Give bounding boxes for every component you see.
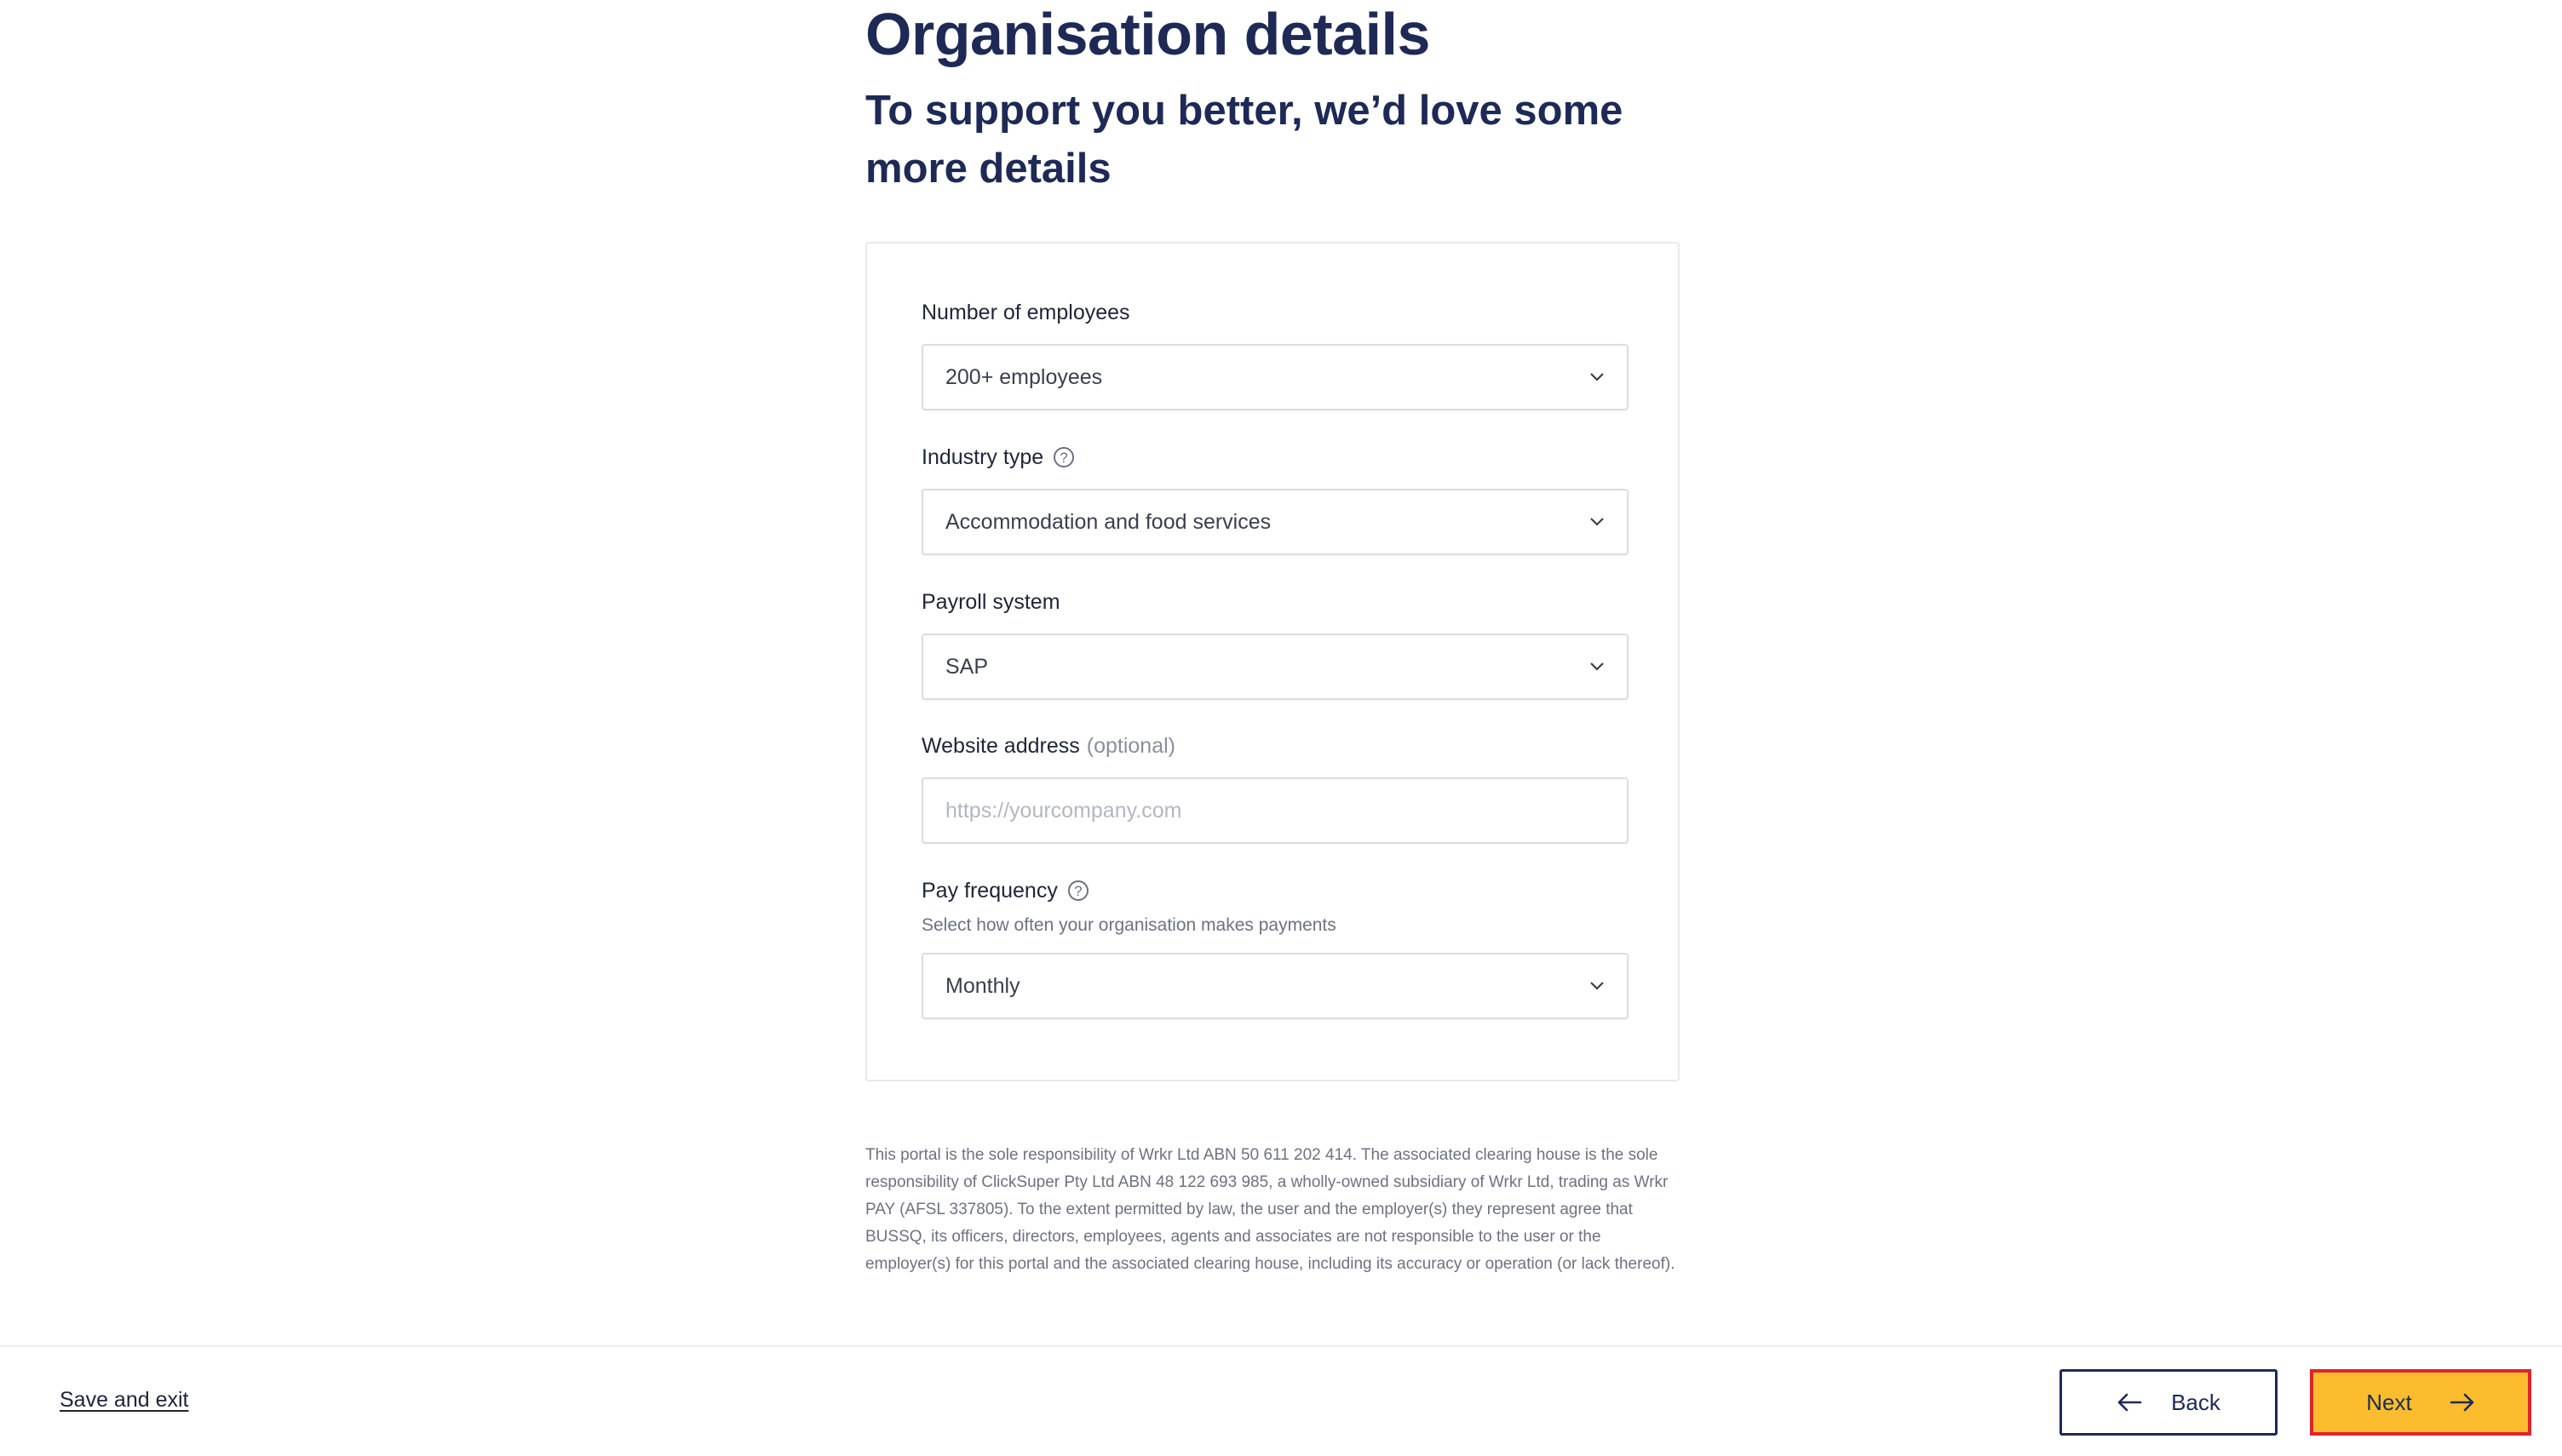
pay-frequency-select[interactable] xyxy=(922,953,1629,1019)
payroll-select-value: SAP xyxy=(945,654,989,679)
pay-frequency-hint: Select how often your organisation makes payments xyxy=(922,915,1336,935)
employees-select-value: 200+ employees xyxy=(945,364,1103,389)
employees-field xyxy=(922,298,1629,410)
optional-tag: (optional) xyxy=(1086,734,1175,758)
legal-disclaimer: This portal is the sole responsibility of Wrkr Ltd ABN 50 611 202 414. The associated clearing house is the sole responsibility of ClickSuper Pty Ltd ABN 48 122 693 985, a wholly-owned subsidiary of Wrkr Ltd, trading as Wrkr PAY (AFSL 337805). To the extent permitted by law, the user and the employer(s) they represent agree that BUSSQ, its officers, directors, employees, agents and associates are not responsible to the user or the employer(s) for this portal and the associated clearing house, including its accuracy or operation (or lack thereof). xyxy=(865,1146,1675,1273)
chevron-down-icon xyxy=(1589,517,1605,527)
question-circle-icon[interactable]: ? xyxy=(1068,880,1089,901)
chevron-down-icon xyxy=(1589,662,1605,672)
question-circle-icon[interactable]: ? xyxy=(1054,447,1074,467)
chevron-down-icon xyxy=(1589,372,1605,382)
back-button[interactable] xyxy=(2059,1369,2278,1436)
pay-frequency-select-value: Monthly xyxy=(945,973,1020,998)
save-and-exit-link[interactable]: Save and exit xyxy=(60,1388,189,1412)
industry-select-value: Accommodation and food services xyxy=(945,509,1272,534)
payroll-label xyxy=(922,588,1629,616)
arrow-right-icon xyxy=(2450,1393,2475,1412)
employees-label xyxy=(922,298,1629,327)
employees-select[interactable] xyxy=(922,344,1629,410)
page-title: Organisation details xyxy=(865,1,1430,67)
back-button-label: Back xyxy=(2171,1389,2220,1415)
industry-select[interactable] xyxy=(922,489,1629,555)
chevron-down-icon xyxy=(1589,981,1605,991)
website-input-wrapper xyxy=(922,777,1629,844)
industry-field xyxy=(922,443,1629,555)
website-label-text: Website address xyxy=(922,734,1080,758)
website-field xyxy=(922,731,1629,844)
arrow-left-icon xyxy=(2117,1393,2142,1412)
industry-label xyxy=(922,443,1629,472)
payroll-field xyxy=(922,588,1629,700)
pay-frequency-label xyxy=(922,876,1629,905)
organisation-details-form xyxy=(865,242,1680,1081)
next-button-label: Next xyxy=(2366,1389,2412,1415)
next-button[interactable] xyxy=(2310,1369,2531,1436)
pay-frequency-field xyxy=(922,876,1629,1019)
industry-label-text: Industry type xyxy=(922,445,1044,469)
employees-label-text: Number of employees xyxy=(922,301,1130,324)
footer-bar xyxy=(0,1345,2562,1456)
payroll-label-text: Payroll system xyxy=(922,590,1060,614)
payroll-select[interactable] xyxy=(922,633,1629,700)
page-subtitle: To support you better, we’d love some more details xyxy=(865,88,1623,192)
pay-frequency-label-text: Pay frequency xyxy=(922,879,1058,903)
website-label xyxy=(922,731,1629,760)
website-input[interactable] xyxy=(945,799,1605,823)
main-content xyxy=(865,0,1683,1273)
